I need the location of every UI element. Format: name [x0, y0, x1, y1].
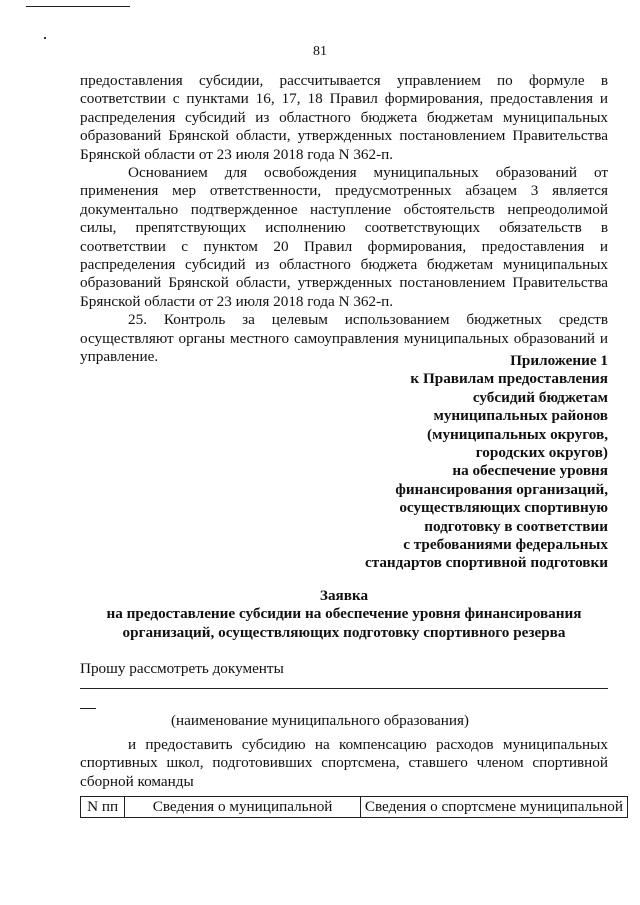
appendix-line: финансирования организаций, — [395, 480, 608, 498]
title-line-1: Заявка — [319, 587, 369, 604]
request-continuation: и предоставить субсидию на компенсацию расходов муниципальных спортивных школ, подготовивших спортсмена, ставшего членом спортивной сборной команды — [80, 736, 608, 790]
top-rule — [26, 6, 130, 7]
request-title — [80, 587, 608, 642]
appendix-line: муниципальных районов — [433, 407, 608, 425]
request-table — [80, 796, 628, 818]
request-text: Прошу рассмотреть документы — [80, 660, 284, 677]
appendix-line: подготовку в соответствии — [424, 517, 608, 535]
appendix-line: Приложение 1 — [510, 352, 608, 369]
table-header-cell: N пп — [81, 797, 125, 818]
title-line-3: организаций, осуществляющих подготовку спортивного резерва — [122, 623, 566, 641]
appendix-heading — [288, 352, 608, 573]
table-header-cell: Сведения о муниципальной — [125, 797, 361, 818]
appendix-line: осуществляющих спортивную — [399, 499, 608, 517]
title-line-2: на предоставление субсидии на обеспечение уровня финансирования — [106, 605, 582, 623]
municipality-fill-line-short — [80, 708, 96, 709]
municipality-fill-line — [80, 688, 608, 689]
page-number: 81 — [313, 44, 327, 59]
municipality-hint: (наименование муниципального образования) — [171, 712, 469, 729]
appendix-line: стандартов спортивной подготовки — [364, 554, 608, 572]
appendix-line: (муниципальных округов, — [427, 425, 608, 443]
paragraph-control: 25. Контроль за целевым использованием бюджетных средств осуществляют органы местного самоуправления муниципальных образований и управление. — [80, 311, 608, 366]
body-section-1 — [80, 72, 608, 367]
paragraph-exemption: Основанием для освобождения муниципальных образований от применения мер ответственности, предусмотренных абзацем 3 является документально подтвержденное наступление обстоятельств непреодолимой силы, препятствующих исполнению соответствующих обязательств в соответствии с пунктом 20 Правил формирования, предоставления и распределения субсидий из областного бюджета бюджетам муниципальных образований Брянской области, утвержденных постановлением Правительства Брянской области от 23 июля 2018 года N 362-п. — [80, 164, 608, 310]
table-header-row — [81, 797, 628, 818]
appendix-line: городских округов) — [475, 444, 608, 462]
scan-speck — [44, 37, 46, 39]
appendix-line: с требованиями федеральных — [403, 536, 608, 554]
paragraph-subsidy-formula: предоставления субсидии, рассчитывается управлением по формуле в соответствии с пунктами 16, 17, 18 Правил формирования, предоставления и распределения субсидий из областного бюджета бюджетам муниципальных образований Брянской области, утвержденных постановлением Правительства Брянской области от 23 июля 2018 года N 362-п. — [80, 72, 608, 163]
appendix-line: к Правилам предоставления — [410, 370, 608, 388]
appendix-line: на обеспечение уровня — [452, 462, 608, 480]
table-header-cell: Сведения о спортсмене муниципальной — [360, 797, 627, 818]
appendix-line: субсидий бюджетам — [472, 388, 608, 406]
body-section-2 — [80, 736, 608, 791]
